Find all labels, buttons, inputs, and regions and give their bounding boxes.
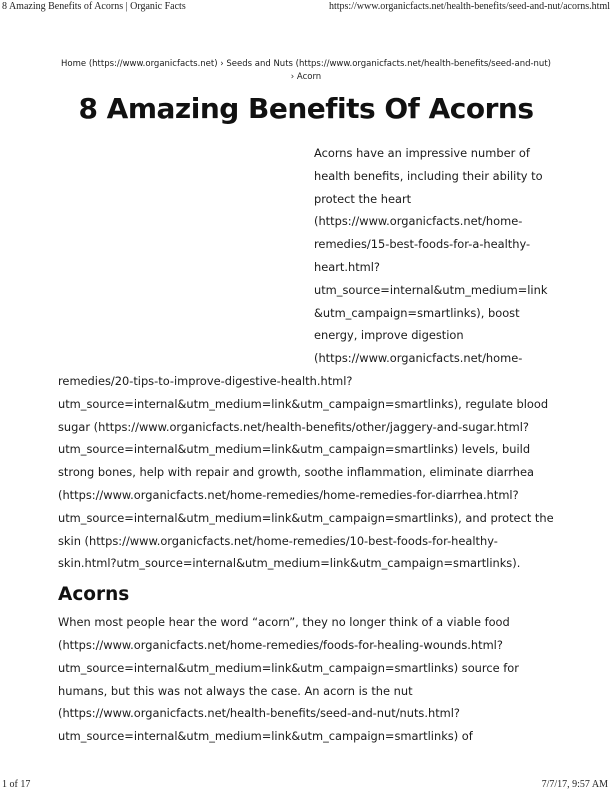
breadcrumb-home-link[interactable]: Home (https://www.organicfacts.net) [61,59,218,69]
section-heading: Acorns [58,584,130,606]
print-footer [0,778,612,792]
breadcrumb-current: Acorn [296,72,322,82]
print-header [0,0,612,14]
section-paragraph: When most people hear the word “acorn”, they no longer think of a viable food (https://www.organicfacts.net/home-remedies/foods-for-healing-wounds.html?utm_source=internal&utm_medium=link&utm_campaign=smartlinks) source for humans, but this was not always the case. An acorn is the nut (https://www.organicfacts.net/health-benefits/seed-and-nut/nuts.html?utm_source=internal&utm_medium=link&utm_campaign=smartlinks) of [58,615,519,744]
article-content [58,58,554,748]
breadcrumb-separator: › [290,72,297,82]
page-title: 8 Amazing Benefits Of Acorns [78,92,534,125]
breadcrumb-separator: › [217,59,227,69]
image-placeholder [58,142,314,364]
breadcrumb [58,58,554,84]
print-datetime: 7/7/17, 9:57 AM [541,779,608,790]
breadcrumb-category-link[interactable]: Seeds and Nuts (https://www.organicfacts.net/health-benefits/seed-and-nut) [226,59,551,69]
print-header-title: 8 Amazing Benefits of Acorns | Organic Facts [2,1,186,12]
page-number: 1 of 17 [2,779,31,790]
print-header-url: https://www.organicfacts.net/health-benefits/seed-and-nut/acorns.html [328,1,610,12]
intro-paragraph: Acorns have an impressive number of health benefits, including their ability to protect the heart (https://www.organicfacts.net/home-remedies/15-best-foods-for-a-healthy-heart.html?utm_source=internal&utm_medium=link&utm_campaign=smartlinks), boost energy, improve digestion (https://www.organicfacts.net/home-remedies/20-tips-to-improve-digestive-health.html?utm_source=internal&utm_medium=link&utm_campaign=smartlinks), regulate blood sugar (https://www.organicfacts.net/health-benefits/other/jaggery-and-sugar.html?utm_source=internal&utm_medium=link&utm_campaign=smartlinks) levels, build strong bones, help with repair and growth, soothe inflammation, eliminate diarrhea (https://www.organicfacts.net/home-remedies/home-remedies-for-diarrhea.html?utm_source=internal&utm_medium=link&utm_campaign=smartlinks), and protect the skin (https://www.organicfacts.net/home-remedies/10-best-foods-for-healthy-skin.html?utm_source=internal&utm_medium=link&utm_campaign=smartlinks). [58,146,554,571]
